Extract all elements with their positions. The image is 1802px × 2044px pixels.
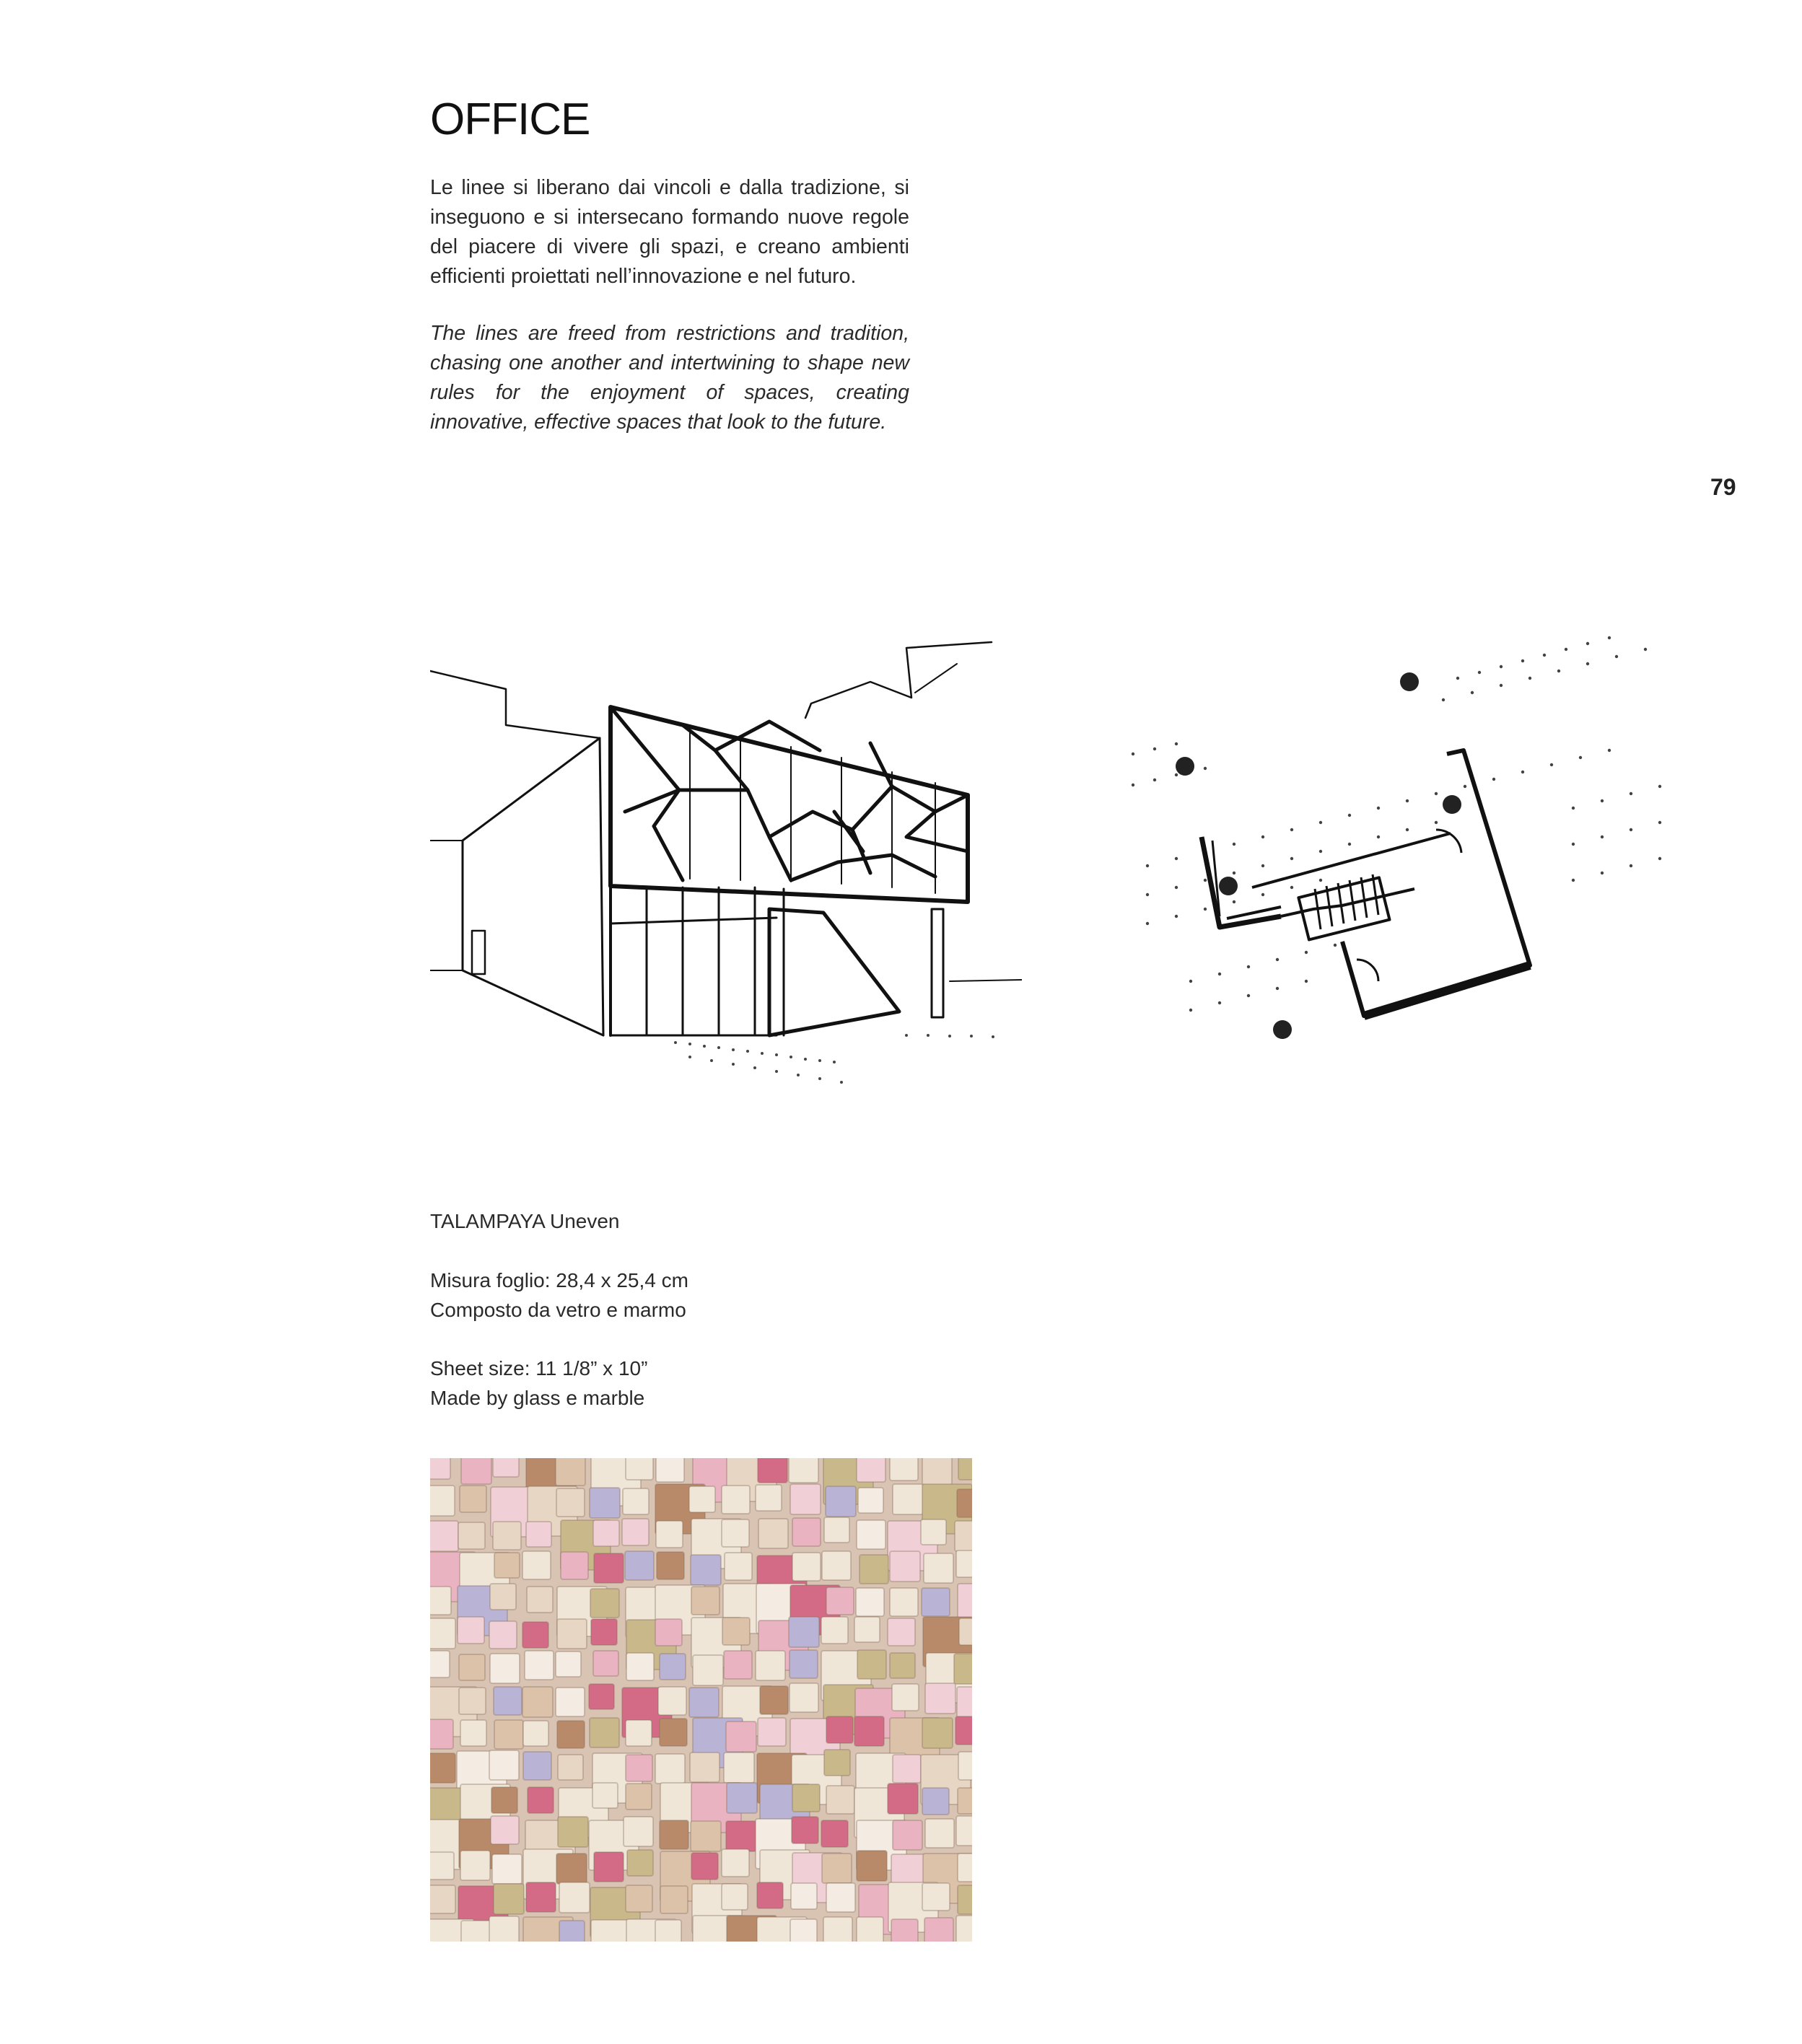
mosaic-tile [460,1486,486,1512]
mosaic-tile [789,1458,818,1483]
mosaic-tile [523,1752,551,1780]
mosaic-tile [559,1882,590,1913]
mosaic-tile [523,1721,548,1746]
mosaic-tile [627,1850,653,1876]
mosaic-tile [856,1588,884,1616]
building-sketch [430,635,1022,1140]
mosaic-tile [458,1522,485,1549]
mosaic-tile [494,1687,522,1715]
mosaic-tile [790,1919,817,1942]
mosaic-tile [955,1521,972,1551]
mosaic-tile [727,1783,757,1813]
mosaic-tile [626,1784,652,1810]
material-italian: Composto da vetro e marmo [430,1299,686,1321]
mosaic-tile [460,1851,490,1880]
mosaic-tile [892,1684,919,1711]
mosaic-tile [792,1553,821,1581]
mosaic-tile [622,1519,649,1545]
sheet-size-italian: Misura foglio: 28,4 x 25,4 cm [430,1269,688,1291]
mosaic-tile [691,1853,718,1879]
mosaic-tile [922,1588,950,1616]
mosaic-tile [823,1917,852,1942]
mosaic-tile [522,1622,548,1648]
page-number: 79 [1710,474,1736,500]
mosaic-tile [824,1517,849,1543]
mosaic-tile [591,1619,617,1645]
mosaic-tile [758,1519,788,1548]
mosaic-tile [854,1617,880,1642]
mosaic-tile [890,1458,918,1481]
mosaic-tile [660,1719,687,1746]
mosaic-tile [957,1489,972,1517]
mosaic-tile [792,1518,821,1546]
mosaic-tile [790,1650,818,1678]
mosaic-tile [893,1820,922,1850]
mosaic-tile [822,1551,851,1580]
mosaic-tile [656,1521,683,1548]
mosaic-tile [958,1752,972,1780]
mosaic-tile [626,1653,654,1680]
mosaic-tile [888,1618,915,1646]
mosaic-tile [527,1587,553,1613]
mosaic-tile [494,1720,523,1749]
mosaic-tile [925,1683,955,1714]
page-title: OFFICE [430,95,590,144]
mosaic-tile [722,1618,750,1645]
mosaic-tile [756,1651,785,1680]
mosaic-tile [956,1816,972,1846]
mosaic-tile [891,1919,918,1942]
mosaic-tile [757,1882,783,1908]
mosaic-tile [594,1852,624,1882]
mosaic-tile [722,1884,748,1910]
mosaic-tile [792,1817,818,1843]
mosaic-tile [657,1552,684,1579]
floor-plan-sketch [1126,620,1674,1082]
mosaic-tile [493,1522,521,1550]
mosaic-tile [489,1916,519,1942]
mosaic-tile [593,1651,618,1676]
mosaic-tile [722,1486,750,1514]
mosaic-tile [857,1851,887,1881]
mosaic-tile [490,1584,516,1610]
mosaic-tile [857,1650,886,1679]
mosaic-tile [626,1755,652,1781]
mosaic-tile [430,1587,451,1615]
mosaic-tile [655,1619,682,1646]
mosaic-tile [522,1551,551,1579]
mosaic-tile [430,1486,455,1516]
mosaic-tile [724,1651,752,1679]
mosaic-tile [590,1488,620,1518]
mosaic-tile [525,1651,554,1680]
mosaic-tile [893,1755,921,1783]
mosaic-tile [958,1854,972,1882]
mosaic-tile [925,1819,954,1848]
mosaic-tile [826,1587,854,1615]
mosaic-tile [626,1885,652,1912]
mosaic-tile [860,1555,888,1584]
mosaic-tile [824,1750,850,1776]
mosaic-tile [857,1458,885,1482]
mosaic-tile [690,1753,720,1782]
mosaic-tile [589,1684,614,1709]
mosaic-tile [722,1519,749,1547]
mosaic-tile [430,1618,455,1649]
mosaic-tile [493,1458,519,1477]
mosaic-tile [430,1651,450,1677]
mosaic-tile [792,1784,820,1812]
mosaic-tile [556,1688,585,1716]
mosaic-tile [494,1884,524,1914]
mosaic-tile [430,1521,458,1551]
mosaic-tile [526,1882,556,1912]
mosaic-tile [958,1885,972,1914]
mosaic-tile [890,1588,918,1616]
mosaic-tile [789,1617,819,1647]
mosaic-tile [658,1687,686,1715]
mosaic-tile [594,1553,624,1583]
mosaic-tile [590,1718,619,1747]
mosaic-tile [693,1655,723,1685]
mosaic-tile [558,1817,588,1847]
mosaic-tile [460,1720,486,1746]
mosaic-tile [430,1458,450,1479]
mosaic-tile [854,1716,884,1746]
mosaic-tile [756,1485,782,1511]
mosaic-tile [691,1587,720,1615]
mosaic-tile [858,1488,883,1513]
mosaic-tile [458,1617,484,1644]
mosaic-tile [430,1885,455,1913]
mosaic-tile [790,1484,821,1514]
mosaic-tile [758,1458,787,1483]
mosaic-tile [821,1820,848,1847]
mosaic-tile [522,1687,553,1717]
mosaic-tile [660,1654,686,1680]
mosaic-tile [491,1787,517,1813]
mosaic-tile [922,1718,953,1748]
mosaic-tile [556,1458,585,1486]
mosaic-tile [726,1721,756,1752]
mosaic-tile [924,1553,953,1583]
mosaic-tile [959,1618,972,1645]
product-name: TALAMPAYA Uneven [430,1210,620,1232]
mosaic-tile [624,1817,653,1846]
intro-italian: Le linee si liberano dai vincoli e dalla tradizione, si inseguono e si intersecano formando nuove regole del piacere di vivere gli spazi, e creano ambienti efficienti proiettati nell’innovazione e nel futuro. [430,176,909,288]
mosaic-tile [655,1754,685,1784]
mosaic-tile [956,1916,972,1942]
mosaic-tile [556,1488,585,1517]
mosaic-tile [491,1816,519,1844]
mosaic-tile [726,1821,756,1851]
mosaic-tile [625,1551,654,1580]
mosaic-tile [557,1619,587,1649]
mosaic-tile [660,1886,688,1913]
mosaic-tile [791,1883,817,1909]
mosaic-tile [492,1854,522,1884]
material-english: Made by glass e marble [430,1387,645,1409]
mosaic-tile [954,1654,972,1684]
mosaic-tile [725,1553,752,1580]
mosaic-tile [655,1920,681,1942]
mosaic-tile [660,1820,688,1849]
mosaic-tile [626,1720,652,1746]
mosaic-tile [561,1552,588,1579]
mosaic-tile [826,1716,853,1743]
sheet-size-english: Sheet size: 11 1/8” x 10” [430,1357,648,1380]
intro-english: The lines are freed from restrictions and tradition, chasing one another and intertwining to shape new rules for the enjoyment of spaces, creating innovative, effective spaces that look to the future. [430,322,909,434]
mosaic-tile [691,1555,721,1585]
mosaic-tile [857,1917,883,1942]
mosaic-tile [528,1787,554,1813]
mosaic-tile [956,1550,972,1577]
mosaic-tile [826,1883,855,1912]
mosaic-tile [656,1458,684,1482]
mosaic-tile [459,1654,485,1680]
mosaic-tile [890,1653,915,1678]
mosaic-tile [558,1755,583,1780]
mosaic-tile [559,1921,585,1942]
mosaic-tile [921,1519,946,1545]
mosaic-tile [826,1786,854,1814]
mosaic-tile [691,1821,721,1851]
mosaic-tile [626,1458,653,1480]
mosaic-tile [461,1458,491,1484]
mosaic-tile [924,1918,953,1942]
mosaic-tile [760,1686,788,1714]
mosaic-tile [890,1551,920,1582]
mosaic-tile [689,1486,715,1512]
mosaic-tile [822,1854,852,1883]
mosaic-tile [893,1484,923,1514]
mosaic-tile [590,1589,619,1618]
mosaic-tile [526,1522,551,1547]
mosaic-tile [958,1458,972,1480]
mosaic-tile [430,1719,453,1749]
mosaic-tile [955,1716,972,1745]
mosaic-tile [593,1520,619,1546]
mosaic-tile [430,1753,455,1783]
mosaic-tile [724,1753,754,1783]
mosaic-tile [922,1883,950,1911]
mosaic-tile [888,1784,918,1814]
mosaic-tile [689,1688,719,1717]
mosaic-tile [790,1683,818,1712]
mosaic-tile [459,1688,486,1714]
mosaic-tile [821,1617,848,1644]
mosaic-tile [922,1458,952,1485]
mosaic-tile [557,1721,585,1748]
mosaic-tile [758,1718,786,1746]
mosaic-tile [430,1852,454,1879]
mosaic-tile [623,1488,649,1514]
mosaic-tile [857,1520,885,1549]
mosaic-tile [489,1750,519,1780]
mosaic-tile [490,1654,520,1683]
mosaic-tile [826,1486,856,1517]
mosaic-tile [592,1783,618,1808]
mosaic-tile [922,1788,949,1815]
mosaic-sample-image [430,1458,972,1942]
mosaic-tile [556,1652,581,1677]
mosaic-tile [722,1849,749,1877]
mosaic-tile [494,1553,520,1578]
mosaic-tile [489,1621,517,1649]
mosaic-tile [958,1788,972,1814]
mosaic-tile [556,1854,587,1884]
